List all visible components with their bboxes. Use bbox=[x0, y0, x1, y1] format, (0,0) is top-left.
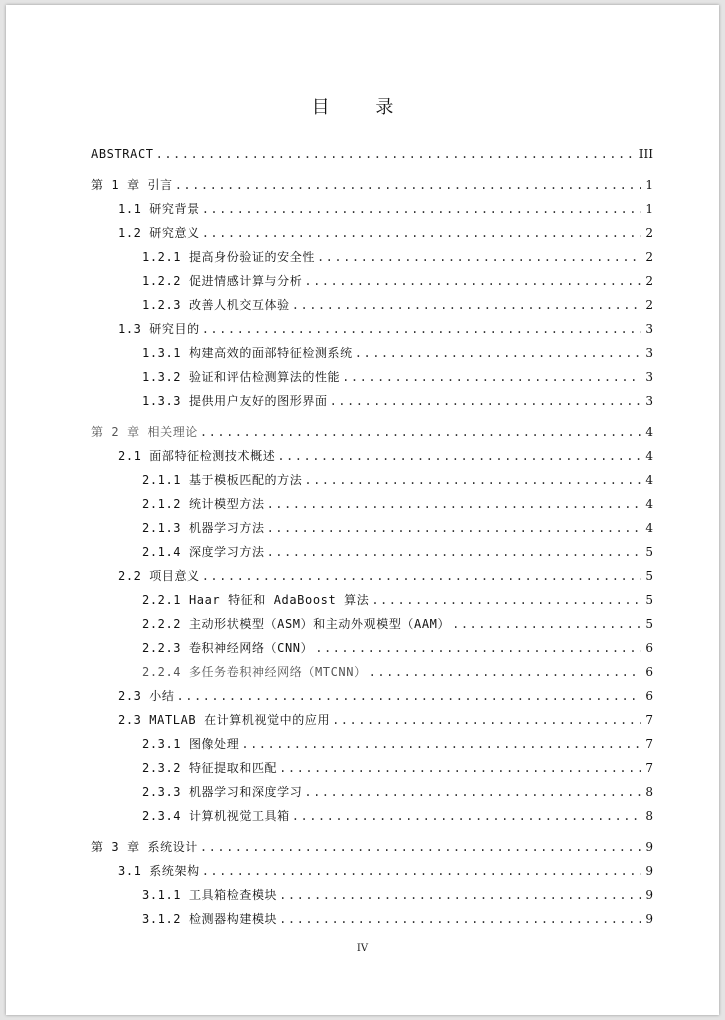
toc-entry-page-number: 2 bbox=[645, 226, 653, 240]
dot-leader bbox=[267, 492, 642, 516]
toc-entry-label: 1.2.1 提高身份验证的安全性 bbox=[142, 250, 315, 264]
toc-entry-label: 2.1 面部特征检测技术概述 bbox=[118, 449, 276, 463]
toc-entry-label: 2.1.4 深度学习方法 bbox=[142, 545, 265, 559]
toc-entry-label: 1.3 研究目的 bbox=[118, 322, 200, 336]
dot-leader bbox=[452, 612, 641, 636]
toc-entry[interactable] bbox=[91, 444, 653, 468]
toc-entry-page-number: 5 bbox=[645, 593, 653, 607]
toc-entry-page-number: 4 bbox=[645, 521, 653, 535]
toc-entry-page-number: 2 bbox=[645, 274, 653, 288]
dot-leader bbox=[292, 804, 642, 828]
toc-entry-label: 1.3.3 提供用户友好的图形界面 bbox=[142, 394, 328, 408]
toc-entry-label: 1.1 研究背景 bbox=[118, 202, 200, 216]
toc-entry[interactable] bbox=[91, 269, 653, 293]
toc-entry-label: 1.2.3 改善人机交互体验 bbox=[142, 298, 290, 312]
toc-entry-page-number: 3 bbox=[645, 394, 653, 408]
toc-entry-page-number: 4 bbox=[645, 473, 653, 487]
toc-entry[interactable] bbox=[91, 365, 653, 389]
dot-leader bbox=[277, 444, 641, 468]
toc-entry[interactable] bbox=[91, 732, 653, 756]
dot-leader bbox=[175, 173, 642, 197]
dot-leader bbox=[279, 756, 641, 780]
toc-entry-page-number: 4 bbox=[645, 425, 653, 439]
toc-entry-label: 2.2 项目意义 bbox=[118, 569, 200, 583]
toc-entry-page-number: 2 bbox=[645, 298, 653, 312]
toc-entry-label: 2.2.3 卷积神经网络（CNN） bbox=[142, 641, 314, 655]
toc-entry[interactable] bbox=[91, 612, 653, 636]
toc-entry-page-number: 7 bbox=[645, 761, 653, 775]
toc-entry[interactable] bbox=[91, 540, 653, 564]
table-of-contents bbox=[91, 142, 653, 931]
toc-entry-page-number: 5 bbox=[645, 617, 653, 631]
toc-entry-page-number: 9 bbox=[645, 888, 653, 902]
toc-entry-label: 2.3.3 机器学习和深度学习 bbox=[142, 785, 303, 799]
toc-entry[interactable] bbox=[91, 835, 653, 859]
toc-entry[interactable] bbox=[91, 804, 653, 828]
toc-entry[interactable] bbox=[91, 780, 653, 804]
dot-leader bbox=[279, 907, 641, 931]
toc-entry[interactable] bbox=[91, 420, 653, 444]
dot-leader bbox=[330, 389, 642, 413]
toc-entry-page-number: 2 bbox=[645, 250, 653, 264]
dot-leader bbox=[332, 708, 641, 732]
toc-entry[interactable] bbox=[91, 317, 653, 341]
toc-entry[interactable] bbox=[91, 907, 653, 931]
toc-entry-label: 2.2.2 主动形状模型（ASM）和主动外观模型（AAM） bbox=[142, 617, 451, 631]
toc-entry[interactable] bbox=[91, 756, 653, 780]
dot-leader bbox=[202, 221, 642, 245]
toc-entry-label: 2.1.3 机器学习方法 bbox=[142, 521, 265, 535]
toc-entry-page-number: 9 bbox=[645, 840, 653, 854]
document-page bbox=[6, 5, 719, 1015]
toc-entry-page-number: 5 bbox=[645, 569, 653, 583]
toc-entry[interactable] bbox=[91, 883, 653, 907]
dot-leader bbox=[241, 732, 641, 756]
dot-leader bbox=[317, 245, 641, 269]
toc-entry[interactable] bbox=[91, 708, 653, 732]
toc-entry-label: 2.3 MATLAB 在计算机视觉中的应用 bbox=[118, 713, 331, 727]
toc-entry-page-number: 1 bbox=[645, 178, 653, 192]
toc-entry-page-number: 9 bbox=[645, 912, 653, 926]
toc-entry-label: 2.1.1 基于模板匹配的方法 bbox=[142, 473, 303, 487]
toc-entry-label: 1.2.2 促进情感计算与分析 bbox=[142, 274, 303, 288]
toc-entry-page-number: 3 bbox=[645, 322, 653, 336]
dot-leader bbox=[371, 588, 641, 612]
toc-entry-page-number: 7 bbox=[645, 737, 653, 751]
dot-leader bbox=[202, 197, 642, 221]
toc-entry-page-number: 8 bbox=[645, 785, 653, 799]
toc-entry-label: 1.2 研究意义 bbox=[118, 226, 200, 240]
toc-entry[interactable] bbox=[91, 221, 653, 245]
toc-entry[interactable] bbox=[91, 389, 653, 413]
toc-entry-label: 2.3.2 特征提取和匹配 bbox=[142, 761, 278, 775]
toc-entry-page-number: 9 bbox=[645, 864, 653, 878]
toc-entry-label: 2.1.2 统计模型方法 bbox=[142, 497, 265, 511]
toc-entry-label: 2.3.4 计算机视觉工具箱 bbox=[142, 809, 290, 823]
toc-entry[interactable] bbox=[91, 173, 653, 197]
toc-entry-label: 2.3.1 图像处理 bbox=[142, 737, 240, 751]
dot-leader bbox=[279, 883, 641, 907]
dot-leader bbox=[267, 540, 642, 564]
toc-entry[interactable] bbox=[91, 859, 653, 883]
toc-entry-page-number: 4 bbox=[645, 497, 653, 511]
toc-entry[interactable] bbox=[91, 516, 653, 540]
toc-entry-page-number: 6 bbox=[645, 641, 653, 655]
dot-leader bbox=[292, 293, 642, 317]
toc-entry-label: 3.1 系统架构 bbox=[118, 864, 200, 878]
toc-entry[interactable] bbox=[91, 341, 653, 365]
toc-entry-label: 第 1 章 引言 bbox=[91, 178, 173, 192]
toc-entry[interactable] bbox=[91, 588, 653, 612]
toc-entry-page-number: 8 bbox=[645, 809, 653, 823]
toc-entry[interactable] bbox=[91, 564, 653, 588]
toc-entry[interactable] bbox=[91, 197, 653, 221]
toc-entry[interactable] bbox=[91, 245, 653, 269]
dot-leader bbox=[304, 468, 641, 492]
dot-leader bbox=[156, 142, 635, 166]
toc-entry-label: ABSTRACT bbox=[91, 147, 154, 161]
dot-leader bbox=[200, 835, 641, 859]
toc-entry-label: 1.3.2 验证和评估检测算法的性能 bbox=[142, 370, 341, 384]
toc-entry-page-number: 3 bbox=[645, 370, 653, 384]
dot-leader bbox=[304, 780, 641, 804]
toc-entry-page-number: III bbox=[638, 147, 653, 161]
toc-entry-page-number: 5 bbox=[645, 545, 653, 559]
dot-leader bbox=[304, 269, 641, 293]
toc-entry-page-number: 6 bbox=[645, 665, 653, 679]
dot-leader bbox=[202, 564, 642, 588]
toc-entry-label: 第 2 章 相关理论 bbox=[91, 425, 198, 439]
toc-title: 目 录 bbox=[311, 97, 414, 118]
toc-entry[interactable] bbox=[91, 142, 653, 166]
toc-entry[interactable] bbox=[91, 468, 653, 492]
toc-entry-label: 2.3 小结 bbox=[118, 689, 175, 703]
dot-leader bbox=[200, 420, 641, 444]
toc-entry[interactable] bbox=[91, 660, 653, 684]
toc-entry-label: 2.2.4 多任务卷积神经网络（MTCNN） bbox=[142, 665, 367, 679]
dot-leader bbox=[202, 859, 642, 883]
toc-entry-label: 1.3.1 构建高效的面部特征检测系统 bbox=[142, 346, 353, 360]
dot-leader bbox=[315, 636, 641, 660]
page-number-footer: IV bbox=[356, 943, 369, 954]
toc-entry-page-number: 4 bbox=[645, 449, 653, 463]
toc-entry-page-number: 7 bbox=[645, 713, 653, 727]
toc-entry-page-number: 6 bbox=[645, 689, 653, 703]
toc-entry-page-number: 1 bbox=[645, 202, 653, 216]
dot-leader bbox=[202, 317, 642, 341]
dot-leader bbox=[267, 516, 642, 540]
toc-entry[interactable] bbox=[91, 293, 653, 317]
toc-entry[interactable] bbox=[91, 684, 653, 708]
toc-entry[interactable] bbox=[91, 636, 653, 660]
toc-entry-label: 第 3 章 系统设计 bbox=[91, 840, 198, 854]
dot-leader bbox=[177, 684, 642, 708]
toc-entry-page-number: 3 bbox=[645, 346, 653, 360]
toc-entry-label: 2.2.1 Haar 特征和 AdaBoost 算法 bbox=[142, 593, 370, 607]
dot-leader bbox=[369, 660, 642, 684]
toc-entry[interactable] bbox=[91, 492, 653, 516]
toc-entry-label: 3.1.1 工具箱检查模块 bbox=[142, 888, 278, 902]
dot-leader bbox=[342, 365, 641, 389]
toc-entry-label: 3.1.2 检测器构建模块 bbox=[142, 912, 278, 926]
dot-leader bbox=[355, 341, 642, 365]
